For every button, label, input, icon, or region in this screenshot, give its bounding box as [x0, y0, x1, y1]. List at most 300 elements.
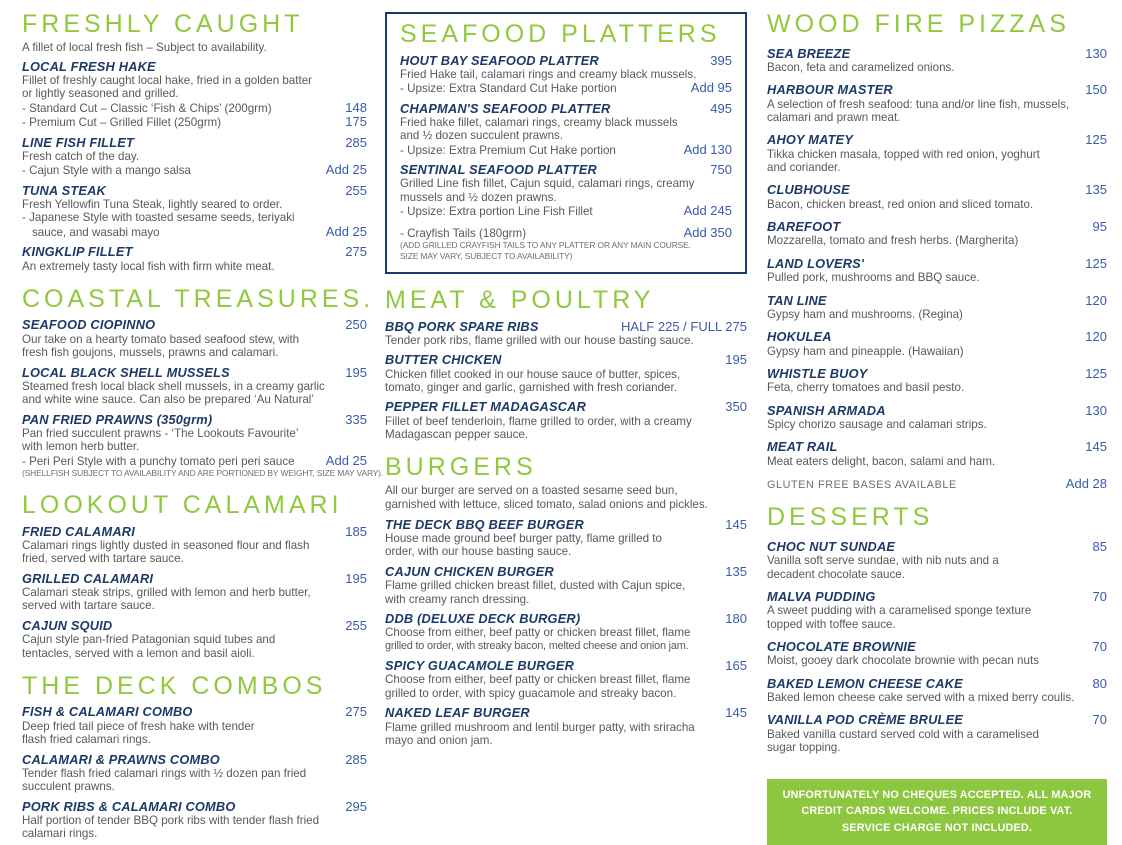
item-name-row [22, 705, 367, 719]
item-name: PAN FRIED PRAWNS (350grm) [22, 411, 213, 427]
item-name: DDB (DELUXE DECK BURGER) [385, 611, 581, 626]
item-price: 150 [1085, 82, 1107, 98]
item-detail-text: Fresh Yellowfin Tuna Steak, lightly seared to order. [22, 198, 283, 211]
item-name: HOKULEA [767, 329, 832, 345]
item-detail-text: fried, served with tartare sauce. [22, 552, 184, 566]
item-name-row [22, 184, 367, 198]
item-detail-text: Mozzarella, tomato and fresh herbs. (Margherita) [767, 234, 1019, 248]
item-detail-text: Fried Hake tail, calamari rings and creamy black mussels. [400, 67, 697, 81]
menu-item [767, 47, 1107, 75]
item-detail-text: decadent chocolate sauce. [767, 567, 905, 581]
item-name-row [385, 353, 747, 367]
item-name: MEAT RAIL [767, 439, 838, 455]
item-price: 165 [725, 658, 747, 674]
menu-item [22, 572, 367, 613]
item-detail-row [385, 334, 747, 347]
item-detail-row [22, 539, 367, 552]
item-detail-row [22, 74, 367, 87]
item-detail-row [767, 98, 1107, 111]
item-detail-text: Grilled Line fish fillet, Cajun squid, calamari rings, creamy [400, 177, 695, 191]
item-name: HARBOUR MASTER [767, 82, 893, 98]
item-detail-text: Pulled pork, mushrooms and BBQ sauce. [767, 271, 980, 285]
item-detail-text: SIZE MAY VARY, SUBJECT TO AVAILABILITY) [400, 251, 573, 262]
item-name-row [22, 525, 367, 539]
section-meat-poultry [385, 288, 747, 441]
item-price: 95 [1092, 219, 1107, 235]
item-detail-text: Vanilla soft serve sundae, with nib nuts and a [767, 554, 999, 568]
section-title-meat-poultry: MEAT & POULTRY [385, 286, 655, 315]
item-detail-text: Pan fried succulent prawns - ‘The Lookouts Favourite’ [22, 426, 299, 440]
item-detail-text: An extremely tasty local fish with firm white meat. [22, 259, 275, 273]
item-name-row [767, 540, 1107, 554]
item-name-row [22, 60, 367, 74]
menu-item [22, 245, 367, 273]
section-lookout-calamari [22, 493, 367, 660]
item-detail-row [22, 163, 367, 177]
item-detail-text: Our take on a hearty tomato based seafood stew, with [22, 332, 300, 346]
item-name-row [22, 136, 367, 150]
item-detail-text: sauce, and wasabi mayo [32, 225, 160, 239]
item-price: 275 [345, 244, 367, 260]
item-detail-text: Calamari steak strips, grilled with lemon and herb butter, [22, 586, 311, 600]
item-name-row [22, 753, 367, 767]
menu-item [767, 713, 1107, 754]
item-name: THE DECK BBQ BEEF BURGER [385, 516, 584, 532]
item-detail-text: mayo and onion jam. [385, 733, 493, 747]
item-price: 285 [345, 751, 367, 767]
menu-item [22, 619, 367, 660]
item-detail-row [22, 211, 367, 224]
item-price: HALF 225 / FULL 275 [621, 318, 747, 334]
item-name-row [767, 367, 1107, 381]
section-title-coastal-treasures: COASTAL TREASURES. [22, 284, 375, 313]
item-detail-text: - Upsize: Extra Premium Cut Hake portion [400, 143, 616, 157]
item-detail-text: served with tartare sauce. [22, 599, 155, 613]
menu-item [385, 706, 747, 747]
item-name-row [767, 590, 1107, 604]
item-detail-row [385, 545, 747, 558]
item-detail-row [385, 368, 747, 381]
item-detail-text: Moist, gooey dark chocolate brownie with pecan nuts [767, 654, 1039, 668]
section-intro-line: All our burger are served on a toasted sesame seed bun, [385, 483, 678, 497]
item-name: AHOY MATEY [767, 132, 854, 148]
item-price: 125 [1085, 132, 1107, 148]
menu-item [22, 411, 384, 480]
item-detail-text: with creamy ranch dressing. [385, 592, 530, 606]
option-price: Add 25 [325, 162, 367, 178]
item-detail-row [385, 687, 747, 700]
item-price: 495 [710, 100, 732, 116]
item-detail-text: Fillet of beef tenderloin, flame grilled to order, with a creamy [385, 414, 692, 428]
item-name-row [767, 220, 1107, 234]
section-box [385, 12, 747, 274]
item-name-row [385, 565, 747, 579]
item-detail-row [400, 68, 732, 81]
menu-item [22, 800, 367, 841]
section-freshly-caught [22, 12, 367, 273]
item-name-row [767, 183, 1107, 197]
item-price: 285 [345, 134, 367, 150]
item-price: 135 [1085, 182, 1107, 198]
item-detail-row [767, 418, 1107, 431]
item-price: 295 [345, 798, 367, 814]
item-name: SPANISH ARMADA [767, 402, 886, 418]
item-name-row [767, 133, 1107, 147]
item-detail-row [400, 191, 732, 204]
item-detail-text: Calamari rings lightly dusted in seasoned flour and flash [22, 538, 310, 552]
item-detail-text: - Cajun Style with a mango salsa [22, 164, 191, 178]
section-burgers [385, 455, 747, 747]
item-name-row [767, 83, 1107, 97]
item-detail-text: Spicy chorizo sausage and calamari strips. [767, 417, 987, 431]
item-name-row [22, 619, 367, 633]
item-name: NAKED LEAF BURGER [385, 705, 530, 721]
item-price: 145 [725, 705, 747, 721]
item-detail-text: - Crayfish Tails (180grm) [400, 226, 527, 240]
item-name-row [400, 54, 732, 68]
item-name: FRIED CALAMARI [22, 523, 135, 539]
item-detail-row [767, 455, 1107, 468]
item-detail-text: with lemon herb butter. [22, 440, 140, 454]
section-title-wood-fire-pizzas: WOOD FIRE PIZZAS [767, 10, 1070, 38]
item-name: LOCAL BLACK SHELL MUSSELS [22, 364, 230, 380]
item-detail-row [22, 647, 367, 660]
item-detail-row [767, 728, 1107, 741]
item-detail-row [385, 721, 747, 734]
section-title-desserts: DESSERTS [767, 503, 934, 532]
item-detail-text: Feta, cherry tomatoes and basil pesto. [767, 381, 965, 395]
item-detail-row [400, 226, 732, 240]
menu-column-3 [767, 10, 1107, 835]
item-detail-row [22, 225, 367, 239]
item-detail-row [400, 240, 732, 251]
item-detail-text: tentacles, served with a lemon and basil aioli. [22, 646, 255, 660]
item-detail-text: mussels and ½ dozen prawns. [400, 190, 557, 204]
item-detail-row [767, 604, 1107, 617]
item-detail-text: Gypsy ham and mushrooms. (Regina) [767, 307, 963, 321]
item-detail-text: Cajun style pan-fried Patagonian squid tubes and [22, 633, 276, 647]
item-detail-text: Tikka chicken masala, topped with red onion, yoghurt [767, 147, 1040, 161]
item-detail-row [385, 532, 747, 545]
item-detail-row [22, 827, 367, 840]
item-detail-row [767, 554, 1107, 567]
item-price: 80 [1092, 675, 1107, 691]
option-price: 175 [345, 114, 367, 130]
item-price: 130 [1085, 45, 1107, 61]
item-price: 85 [1092, 538, 1107, 554]
item-detail-text: order, with our house basting sauce. [385, 545, 572, 559]
item-detail-row [767, 61, 1107, 74]
section-title-seafood-platters: SEAFOOD PLATTERS [400, 20, 721, 48]
item-detail-row [400, 204, 732, 218]
item-name-row [767, 330, 1107, 344]
item-price: 255 [345, 182, 367, 198]
item-detail-text: Baked lemon cheese cake served with a mixed berry coulis. [767, 691, 1075, 705]
item-detail-text: Madagascan pepper sauce. [385, 428, 529, 442]
item-detail-row [385, 381, 747, 394]
menu-item [385, 612, 747, 653]
item-detail-row [22, 198, 367, 211]
item-detail-row [22, 101, 367, 115]
section-intro-line: garnished with lettuce, sliced tomato, salad onions and pickles. [385, 498, 708, 512]
item-detail-text: - Upsize: Extra portion Line Fish Fillet [400, 205, 593, 219]
item-name: KINGKLIP FILLET [22, 244, 133, 260]
item-detail-row [22, 468, 384, 479]
item-price: 275 [345, 704, 367, 720]
item-detail-row [385, 734, 747, 747]
menu-item [767, 133, 1107, 174]
menu-item [22, 184, 367, 240]
option-price: Add 130 [683, 141, 732, 157]
item-detail-text: and coriander. [767, 161, 841, 175]
menu-item [22, 60, 367, 130]
item-name-row [22, 413, 367, 427]
item-detail-row [385, 626, 747, 639]
item-detail-row [22, 260, 367, 273]
menu-item [767, 590, 1107, 631]
menu-item [385, 400, 747, 441]
menu-item [767, 330, 1107, 358]
item-detail-row [767, 691, 1107, 704]
item-detail-text: Deep fried tail piece of fresh hake with tender [22, 719, 255, 733]
option-price: Add 95 [690, 80, 732, 96]
item-price: 195 [725, 352, 747, 368]
item-name-row [767, 440, 1107, 454]
item-detail-row [385, 428, 747, 441]
item-name-row [385, 400, 747, 414]
menu-item [767, 440, 1107, 468]
section-desserts [767, 505, 1107, 754]
item-detail-row [385, 640, 747, 653]
item-detail-row [400, 116, 732, 129]
item-name: GRILLED CALAMARI [22, 570, 154, 586]
item-name: MALVA PUDDING [767, 588, 876, 604]
item-name: CLUBHOUSE [767, 182, 850, 198]
item-name: PEPPER FILLET MADAGASCAR [385, 399, 587, 415]
payment-notice [767, 779, 1107, 845]
menu-item [767, 477, 1107, 491]
item-detail-text: sugar topping. [767, 741, 841, 755]
payment-notice-line: UNFORTUNATELY NO CHEQUES ACCEPTED. ALL MAJOR [782, 788, 1092, 801]
menu-item [400, 54, 732, 96]
item-detail-row [400, 143, 732, 157]
payment-notice-line: SERVICE CHARGE NOT INCLUDED. [841, 822, 1033, 835]
item-detail-row [767, 618, 1107, 631]
item-name: TUNA STEAK [22, 182, 106, 198]
menu-item [385, 659, 747, 700]
item-price: 255 [345, 617, 367, 633]
item-price: 125 [1085, 365, 1107, 381]
item-name: BAREFOOT [767, 219, 841, 235]
item-name-row [385, 518, 747, 532]
menu-item [767, 404, 1107, 432]
menu-item [385, 565, 747, 606]
menu-item [385, 353, 747, 394]
section-title-burgers: BURGERS [385, 453, 537, 482]
item-detail-row [22, 150, 367, 163]
item-name-row [767, 47, 1107, 61]
item-detail-row [385, 673, 747, 686]
item-price: 70 [1092, 639, 1107, 655]
menu-column-1 [22, 10, 384, 841]
item-price: Add 28 [1065, 476, 1107, 492]
item-detail-text: Tender pork ribs, flame grilled with our house basting sauce. [385, 333, 694, 347]
item-detail-text: - Japanese Style with toasted sesame seeds, teriyaki [22, 211, 295, 225]
item-detail-text: grilled to order, with streaky bacon, melted cheese and onion jam. [385, 639, 689, 652]
item-detail-text: Bacon, feta and caramelized onions. [767, 60, 955, 74]
item-name-row [385, 706, 747, 720]
item-detail-row [22, 380, 367, 393]
item-detail-text: or lightly seasoned and grilled. [22, 87, 179, 101]
item-detail-text: topped with toffee sauce. [767, 617, 896, 631]
item-name: LINE FISH FILLET [22, 134, 134, 150]
item-detail-text: - Peri Peri Style with a punchy tomato peri peri sauce [22, 454, 295, 468]
item-detail-row [385, 579, 747, 592]
item-detail-row [767, 271, 1107, 284]
item-price: 185 [345, 523, 367, 539]
item-detail-row [22, 586, 367, 599]
item-name: TAN LINE [767, 292, 827, 308]
item-name-row [22, 245, 367, 259]
item-detail-row [400, 251, 732, 262]
item-name-row [22, 572, 367, 586]
item-name: LAND LOVERS' [767, 255, 865, 271]
item-name-row [22, 318, 367, 332]
item-price: 145 [725, 516, 747, 532]
item-detail-row [767, 111, 1107, 124]
item-detail-text: Half portion of tender BBQ pork ribs with tender flash fried [22, 814, 320, 827]
item-detail-row [22, 87, 367, 100]
item-detail-text: Bacon, chicken breast, red onion and sliced tomato. [767, 197, 1034, 211]
item-detail-row [767, 234, 1107, 247]
item-detail-row [767, 568, 1107, 581]
item-detail-row [22, 720, 367, 733]
item-name-row [385, 320, 747, 334]
item-name: BAKED LEMON CHEESE CAKE [767, 675, 963, 691]
item-name-row [767, 640, 1107, 654]
item-price: 145 [1085, 439, 1107, 455]
item-detail-text: calamari rings. [22, 827, 98, 841]
item-name: BUTTER CHICKEN [385, 352, 502, 368]
item-price: 335 [345, 411, 367, 427]
item-name-row [22, 366, 367, 380]
item-price: 70 [1092, 712, 1107, 728]
item-name-row [400, 163, 732, 177]
option-price: Add 350 [683, 224, 732, 240]
item-detail-row [22, 454, 367, 468]
item-detail-row [22, 599, 367, 612]
item-price: 195 [345, 570, 367, 586]
item-detail-text: (SHELLFISH SUBJECT TO AVAILABILITY AND ARE PORTIONED BY WEIGHT, SIZE MAY VARY). [22, 468, 384, 479]
item-name-row [767, 257, 1107, 271]
item-detail-text: Baked vanilla custard served cold with a caramelised [767, 727, 1039, 741]
item-name-row [400, 102, 732, 116]
menu-item [767, 83, 1107, 124]
item-detail-row [22, 633, 367, 646]
section-title-freshly-caught: FRESHLY CAUGHT [22, 10, 304, 38]
item-price: 395 [710, 52, 732, 68]
item-name: SPICY GUACAMOLE BURGER [385, 658, 575, 674]
item-name: CAJUN CHICKEN BURGER [385, 563, 554, 579]
item-price: 130 [1085, 402, 1107, 418]
item-detail-text: Tender flash fried calamari rings with ½ dozen pan fried [22, 766, 307, 780]
item-detail-text: tomato, ginger and garlic, garnished with fresh coriander. [385, 380, 677, 394]
item-name-row [767, 713, 1107, 727]
item-detail-row [385, 593, 747, 606]
item-detail-text: - Premium Cut – Grilled Fillet (250grm) [22, 116, 222, 130]
item-detail-row [767, 741, 1107, 754]
item-detail-text: A selection of fresh seafood: tuna and/or line fish, mussels, [767, 97, 1070, 111]
item-detail-text: - Standard Cut – Classic ‘Fish & Chips’ (200grm) [22, 101, 272, 115]
menu-item [22, 753, 367, 794]
menu-item [22, 366, 367, 407]
item-name-row [22, 800, 367, 814]
item-detail-row [767, 198, 1107, 211]
item-detail-text: House made ground beef burger patty, flame grilled to [385, 532, 662, 546]
section-coastal-treasures [22, 284, 384, 479]
item-name: CHAPMAN'S SEAFOOD PLATTER [400, 100, 611, 116]
item-name: SENTINAL SEAFOOD PLATTER [400, 162, 597, 178]
option-price: Add 25 [325, 223, 367, 239]
item-price: 195 [345, 364, 367, 380]
item-detail-row [22, 333, 367, 346]
item-detail-text: flash fried calamari rings. [22, 733, 151, 747]
menu-item [400, 163, 732, 262]
menu-item [767, 640, 1107, 668]
item-detail-text: calamari and prawn meat. [767, 110, 901, 124]
item-price: 350 [725, 399, 747, 415]
item-detail-text: (ADD GRILLED CRAYFISH TAILS TO ANY PLATTER OR ANY MAIN COURSE. [400, 240, 691, 251]
item-detail-text: Fresh catch of the day. [22, 149, 140, 163]
section-wood-fire-pizzas [767, 12, 1107, 491]
section-seafood-platters [400, 22, 732, 262]
menu-item [22, 705, 367, 746]
menu-item [767, 294, 1107, 322]
item-detail-text: A sweet pudding with a caramelised sponge texture [767, 604, 1032, 618]
item-name: CHOC NUT SUNDAE [767, 538, 896, 554]
item-price: 70 [1092, 588, 1107, 604]
menu-column-2 [385, 12, 747, 793]
item-price: 180 [725, 611, 747, 626]
item-detail-text: and white wine sauce. Can also be prepared ‘Au Natural’ [22, 393, 314, 407]
item-price: 120 [1085, 292, 1107, 308]
item-name: VANILLA POD CRÈME BRULEE [767, 712, 964, 728]
item-name-row [385, 612, 747, 626]
item-name: SEA BREEZE [767, 45, 851, 61]
item-detail-text: Fillet of freshly caught local hake, fried in a golden batter [22, 73, 313, 87]
item-detail-text: fresh fish goujons, mussels, prawns and calamari. [22, 346, 279, 360]
menu-item [22, 525, 367, 566]
item-detail-text: Flame grilled chicken breast fillet, dusted with Cajun spice, [385, 579, 686, 593]
item-detail-row [767, 148, 1107, 161]
item-price: 120 [1085, 329, 1107, 345]
item-name-row [385, 659, 747, 673]
section-intro-line: A fillet of local fresh fish – Subject to availability. [22, 40, 267, 54]
item-detail-text: Steamed fresh local black shell mussels, in a creamy garlic [22, 379, 325, 393]
item-detail-text: grilled to order, with spicy guacamole and streaky bacon. [385, 686, 677, 700]
item-detail-row [400, 81, 732, 95]
menu-item [767, 367, 1107, 395]
section-title-the-deck-combos: THE DECK COMBOS [22, 671, 327, 700]
item-detail-text: Gypsy ham and pineapple. (Hawaiian) [767, 344, 964, 358]
item-name-row [767, 294, 1107, 308]
item-detail-row [22, 780, 367, 793]
item-name: SEAFOOD CIOPINNO [22, 317, 156, 333]
item-price: 750 [710, 162, 732, 178]
item-detail-text: Choose from either, beef patty or chicken breast fillet, flame [385, 673, 691, 687]
item-detail-row [400, 177, 732, 190]
item-detail-text: Chicken fillet cooked in our house sauce of butter, spices, [385, 367, 681, 381]
